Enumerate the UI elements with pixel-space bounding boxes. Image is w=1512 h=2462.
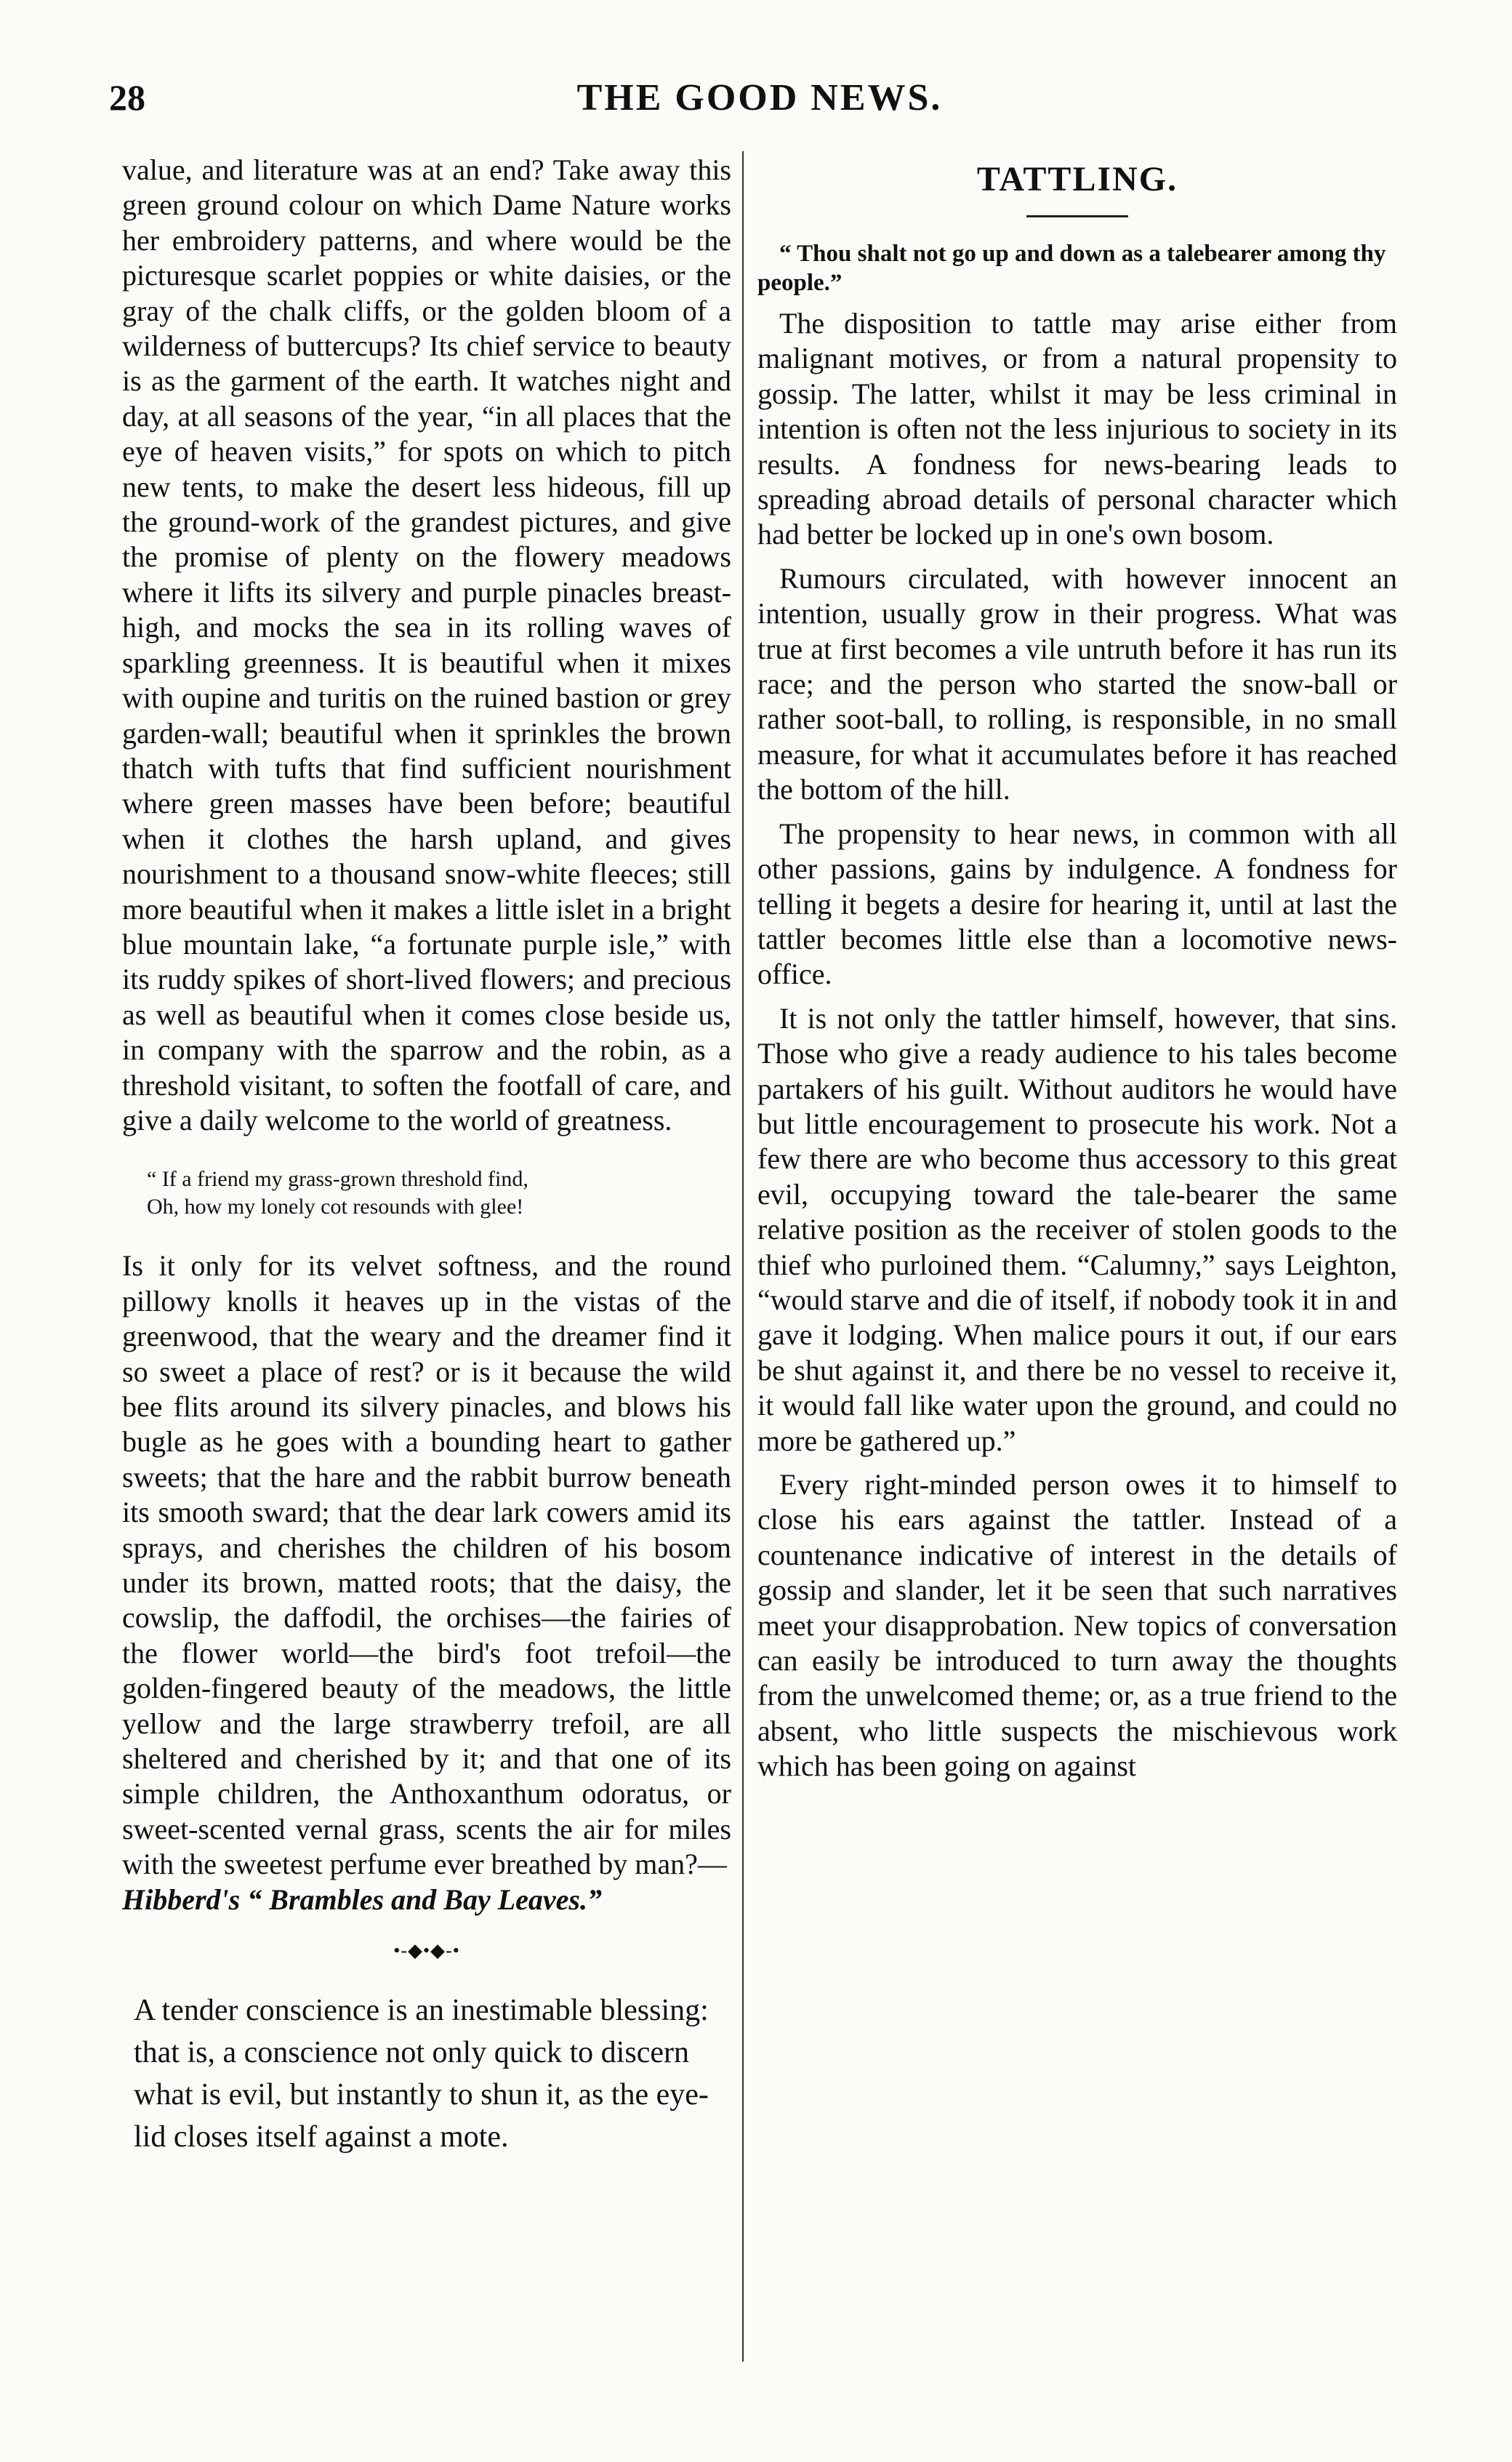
tattling-paragraph-2: Rumours circulated, with however innocent an intention, usually grow in their progress. What was true at first becomes a vile untruth before it has run its race; and the person who started the snow-ball or rather soot-ball, to rolling, is responsible, in no small measure, for what it accumulates before it has reached the bottom of the hill. [757, 561, 1397, 806]
poem-line-2: Oh, how my lonely cot resounds with glee! [147, 1195, 524, 1219]
page-header [109, 76, 1410, 131]
page-number: 28 [109, 77, 145, 118]
section-ornament: •-◆•◆-• [393, 1940, 460, 1962]
closing-paragraph: A tender conscience is an inestimable blessing: that is, a conscience not only quick to discern what is evil, but instantly to shun it, as the eye-lid closes itself against a mote. [134, 1993, 709, 2154]
title-rule [1026, 215, 1128, 217]
poem-quote [122, 1166, 731, 1221]
tattling-paragraph-3: The propensity to hear news, in common with all other passions, gains by indulgence. A fondness for telling it begets a desire for hearing it, until at last the tattler becomes little else than a locomotive news-office. [757, 817, 1397, 991]
article-title: TATTLING. [976, 160, 1178, 199]
column-divider [742, 151, 744, 2362]
article-paragraph-2: Is it only for its velvet softness, and the round pillowy knolls it heaves up in the vistas of the greenwood, that the weary and the dreamer find it so sweet a place of rest? or is it because the wild bee flits around its silvery pinacles, and blows his bugle as he goes with a bounding heart to gather sweets; that the hare and the rabbit burrow beneath its smooth sward; that the dear lark cowers amid its sprays, and cherishes the children of his bosom under its brown, matted roots; that the daisy, the cowslip, the daffodil, the orchises—the fairies of the flower world—the bird's foot trefoil—the golden-fingered beauty of the meadows, the little yellow and the large strawberry trefoil, are all sheltered and cherished by it; and that one of its simple children, the Anthoxanthum odoratus, or sweet-scented vernal grass, scents the air for miles with the sweetest perfume ever breathed by man?— [122, 1249, 731, 1881]
left-column [122, 153, 731, 2158]
poem-line-1: “ If a friend my grass-grown threshold find, [147, 1167, 528, 1192]
tattling-paragraph-1: The disposition to tattle may arise either from malignant motives, or from a natural propensity to gossip. The latter, whilst it may be less criminal in intention is often not the less injurious to society in its results. A fondness for news-bearing leads to spreading abroad details of personal character which had better be locked up in one's own bosom. [757, 307, 1397, 551]
article-paragraph-1: value, and literature was at an end? Take away this green ground colour on which Dame Nature works her embroidery patterns, and where would be the picturesque scarlet poppies or white daisies, or the gray of the chalk cliffs, or the golden bloom of a wilderness of buttercups? Its chief service to beauty is as the garment of the earth. It watches night and day, at all seasons of the year, “in all places that the eye of heaven visits,” for spots on which to pitch new tents, to make the desert less hideous, fill up the ground-work of the grandest pictures, and give the promise of plenty on the flowery meadows where it lifts its silvery and purple pinacles breast-high, and mocks the sea in its rolling waves of sparkling greenness. It is beautiful when it mixes with oupine and turitis on the ruined bastion or grey garden-wall; beautiful when it sprinkles the brown thatch with tufts that find sufficient nourishment where green masses have been before; beautiful when it clothes the harsh upland, and gives nourishment to a thousand snow-white fleeces; still more beautiful when it makes a little islet in a bright blue mountain lake, “a fortunate purple isle,” with its ruddy spikes of short-lived flowers; and precious as well as beautiful when it comes close beside us, in company with the sparrow and the robin, as a threshold visitant, to soften the footfall of care, and give a daily welcome to the world of greatness. [122, 153, 731, 1136]
article-attribution: Hibberd's “ Brambles and Bay Leaves.” [122, 1882, 602, 1916]
tattling-paragraph-4: It is not only the tattler himself, however, that sins. Those who give a ready audience to his tales become partakers of his guilt. Without auditors he would have but little encouragement to prosecute his work. Not a few there are who become thus accessory to this great evil, occupying toward the tale-bearer the same relative position as the receiver of stolen goods to the thief who purloined them. “Calumny,” says Leighton, “would starve and die of itself, if nobody took it in and gave it lodging. When malice pours it out, if our ears be shut against it, and there be no vessel to receive it, it would fall like water upon the ground, and could no more be gathered up.” [757, 1001, 1397, 1457]
running-title: THE GOOD NEWS. [576, 77, 943, 119]
right-column [757, 156, 1397, 1793]
epigraph: “ Thou shalt not go up and down as a talebearer among thy people.” [757, 241, 1386, 296]
tattling-paragraph-5: Every right-minded person owes it to himself to close his ears against the tattler. Instead of a countenance indicative of interest in the details of gossip and slander, let it be seen that such narratives meet your disapprobation. New topics of conversation can easily be introduced to turn away the thoughts from the unwelcomed theme; or, as a true friend to the absent, who little suspects the mischievous work which has been going on against [757, 1468, 1397, 1783]
